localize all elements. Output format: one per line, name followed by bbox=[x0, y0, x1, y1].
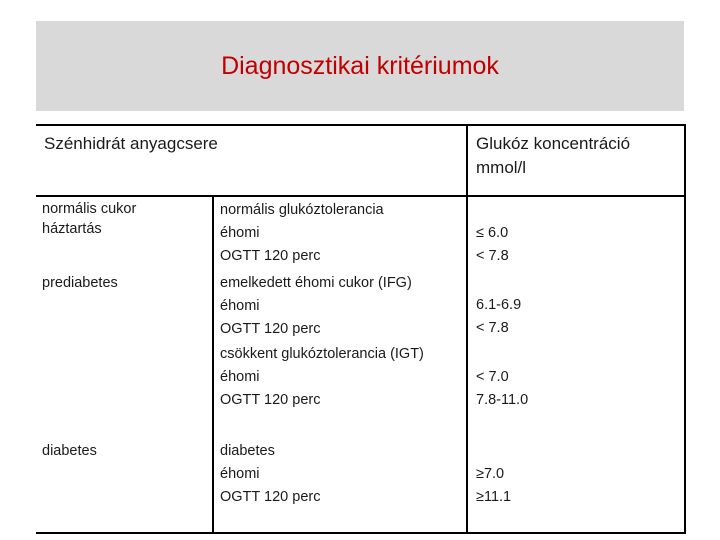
header-carbohydrate: Szénhidrát anyagcsere bbox=[44, 134, 218, 153]
row-condition: csökkent glukóztolerancia (IGT) éhomi OGTT 120 perc bbox=[220, 346, 424, 408]
condition-column-divider bbox=[212, 196, 214, 534]
row-condition: emelkedett éhomi cukor (IFG) éhomi OGTT 120 perc bbox=[220, 275, 412, 337]
row-value: ≥7.0 ≥11.1 bbox=[476, 466, 512, 505]
row-value: < 7.0 7.8-11.0 bbox=[476, 369, 529, 408]
header-glucose-concentration: Glukóz koncentráció mmol/l bbox=[476, 134, 631, 177]
title-banner bbox=[36, 21, 684, 111]
criteria-table bbox=[36, 124, 686, 534]
header-divider bbox=[36, 195, 686, 197]
row-category: normális cukor háztartás bbox=[42, 201, 137, 237]
page-title: Diagnosztikai kritériumok bbox=[221, 51, 499, 80]
row-category: prediabetes bbox=[42, 275, 118, 291]
table-top-border bbox=[36, 124, 686, 126]
row-value: 6.1-6.9 < 7.8 bbox=[476, 297, 522, 336]
row-condition: diabetes éhomi OGTT 120 perc bbox=[220, 443, 321, 505]
value-column-divider bbox=[466, 124, 468, 534]
row-condition: normális glukóztolerancia éhomi OGTT 120 perc bbox=[220, 202, 384, 264]
row-value: ≤ 6.0 < 7.8 bbox=[476, 225, 509, 264]
row-category: diabetes bbox=[42, 443, 97, 459]
